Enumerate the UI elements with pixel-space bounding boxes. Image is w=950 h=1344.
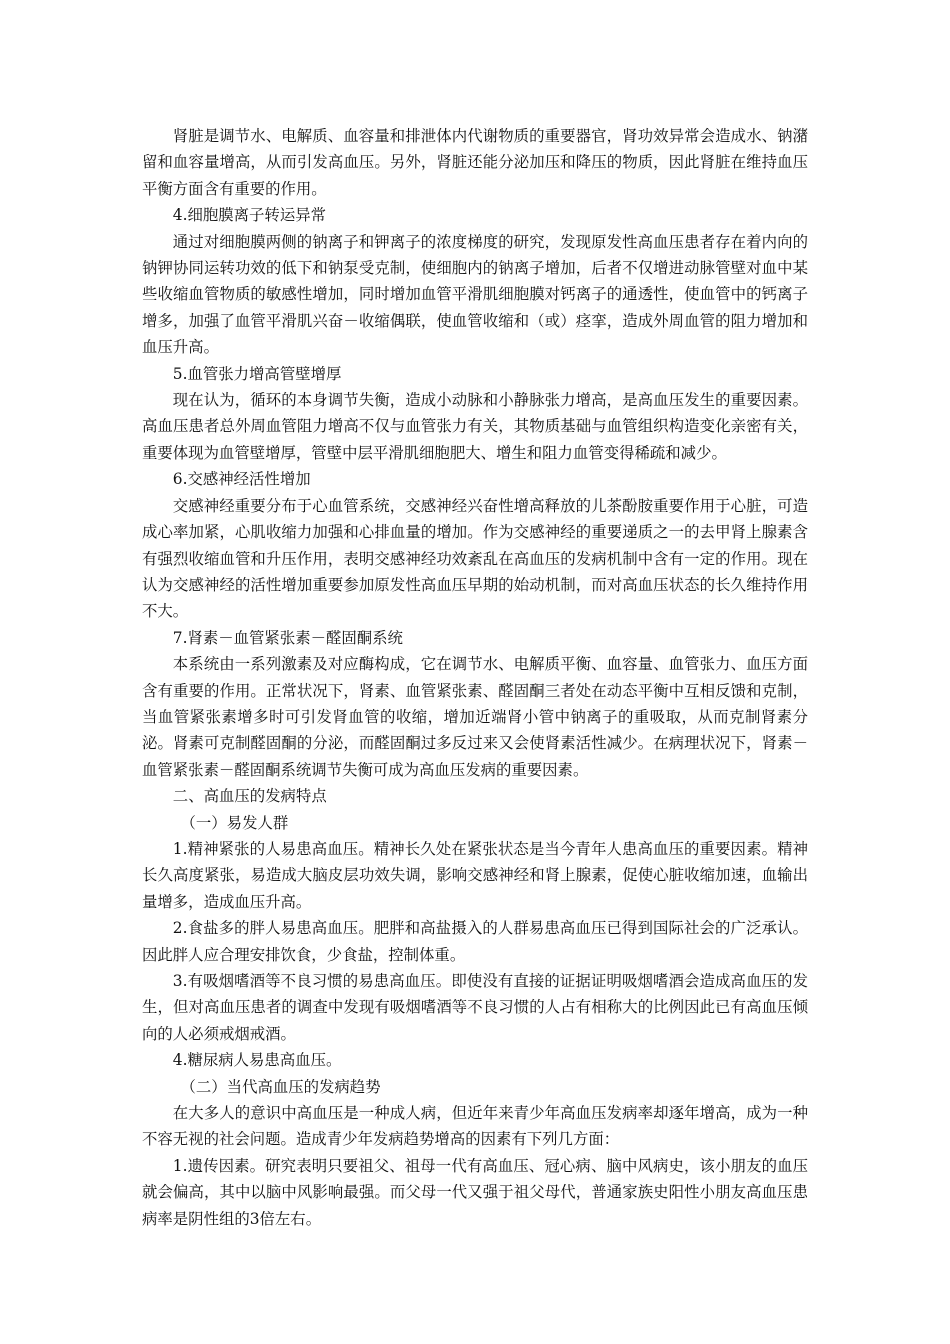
heading-ion-transport: 4.细胞膜离子转运异常 [172, 206, 326, 225]
section-heading-characteristics: 二、高血压的发病特点 [172, 787, 327, 806]
paragraph-trend: 在大多人的意识中高血压是一种成人病，但近年来青少年高血压发病率却逐年增高，成为一种不容无视的社会问题。造成青少年发病趋势增高的因素有下列几方面： [142, 1104, 808, 1149]
heading-sympathetic: 6.交感神经活性增加 [172, 470, 311, 489]
paragraph-vascular-tension: 现在认为，循环的本身调节失衡，造成小动脉和小静脉张力增高，是高血压发生的重要因素。高血压患者总外周血管阻力增高不仅与血管张力有关，其物质基础与血管组织构造变化亲密有关，重要体现为血管壁增厚，管壁中层平滑肌细胞肥大、增生和阻力血管变得稀疏和减少。 [142, 391, 808, 462]
paragraph-sympathetic: 交感神经重要分布于心血管系统，交感神经兴奋性增高释放的儿茶酚胺重要作用于心脏，可造成心率加紧，心肌收缩力加强和心排血量的增加。作为交感神经的重要递质之一的去甲肾上腺素含有强烈收缩血管和升压作用，表明交感神经功效紊乱在高血压的发病机制中含有一定的作用。现在认为交感神经的活性增加重要参加原发性高血压早期的始动机制，而对高血压状态的长久维持作用不大。 [142, 496, 808, 621]
subsection-heading-susceptible: （一）易发人群 [180, 813, 289, 832]
subsection-heading-trend: （二）当代高血压的发病趋势 [180, 1077, 381, 1096]
paragraph-kidney: 肾脏是调节水、电解质、血容量和排泄体内代谢物质的重要器官，肾功效异常会造成水、钠潴留和血容量增高，从而引发高血压。另外，肾脏还能分泌加压和降压的物质，因此肾脏在维持血压平衡方面含有重要的作用。 [142, 127, 808, 198]
paragraph-genetics: 1.遗传因素。研究表明只要祖父、祖母一代有高血压、冠心病、脑中风病史，该小朋友的血压就会偏高，其中以脑中风影响最强。而父母一代又强于祖父母代，普通家族史阳性小朋友高血压患病率是阴性组的3倍左右。 [142, 1156, 808, 1228]
paragraph-salt-obesity: 2.食盐多的胖人易患高血压。肥胖和高盐摄入的人群易患高血压已得到国际社会的广泛承认。因此胖人应合理安排饮食，少食盐，控制体重。 [142, 919, 808, 964]
paragraph-smoking: 3.有吸烟嗜酒等不良习惯的易患高血压。即使没有直接的证据证明吸烟嗜酒会造成高血压的发生，但对高血压患者的调查中发现有吸烟嗜酒等不良习惯的人占有相称大的比例因此已有高血压倾向的人必须戒烟戒酒。 [142, 972, 808, 1043]
paragraph-raas: 本系统由一系列激素及对应酶构成，它在调节水、电解质平衡、血容量、血管张力、血压方面含有重要的作用。正常状况下，肾素、血管紧张素、醛固酮三者处在动态平衡中互相反馈和克制，当血管紧张素增多时可引发肾血管的收缩，增加近端肾小管中钠离子的重吸取，从而克制肾素分泌。肾素可克制醛固酮的分泌，而醛固酮过多反过来又会使肾素活性减少。在病理状况下，肾素－血管紧张素－醛固酮系统调节失衡可成为高血压发病的重要因素。 [142, 655, 808, 779]
paragraph-ion-transport: 通过对细胞膜两侧的钠离子和钾离子的浓度梯度的研究，发现原发性高血压患者存在着内向的钠钾协同运转功效的低下和钠泵受克制，使细胞内的钠离子增加，后者不仅增进动脉管壁对血中某些收缩血管物质的敏感性增加，同时增加血管平滑肌细胞膜对钙离子的通透性，使血管中的钙离子增多，加强了血管平滑肌兴奋－收缩偶联，使血管收缩和（或）痉挛，造成外周血管的阻力增加和血压升高。 [142, 232, 808, 357]
paragraph-diabetes: 4.糖尿病人易患高血压。 [172, 1051, 342, 1070]
paragraph-stress: 1.精神紧张的人易患高血压。精神长久处在紧张状态是当今青年人患高血压的重要因素。精神长久高度紧张，易造成大脑皮层功效失调，影响交感神经和肾上腺素，促使心脏收缩加速，血输出量增多，造成血压升高。 [142, 839, 808, 911]
heading-vascular-tension: 5.血管张力增高管壁增厚 [172, 364, 342, 383]
heading-raas: 7.肾素－血管紧张素－醛固酮系统 [172, 628, 403, 647]
document-body [142, 123, 808, 1232]
